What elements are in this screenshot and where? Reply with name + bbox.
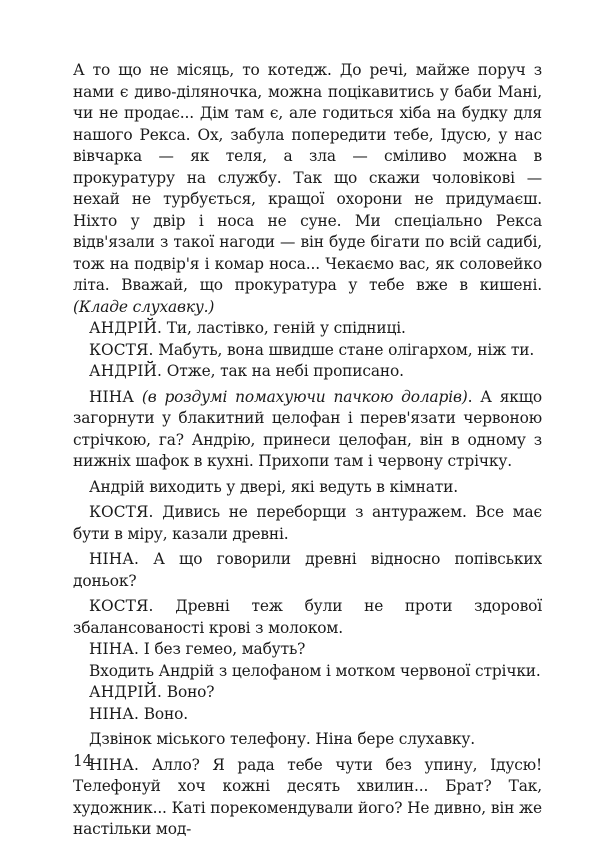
stage-direction-line	[73, 729, 542, 751]
dialogue-line	[73, 682, 542, 704]
stage-direction-line	[73, 661, 542, 683]
speaker-name: НІНА.	[89, 640, 139, 658]
speaker-name: КОСТЯ.	[89, 597, 154, 615]
paragraph	[73, 60, 542, 318]
line-text: Отже, так на небі прописано.	[166, 362, 404, 380]
dialogue-line	[73, 318, 542, 340]
speaker-name: КОСТЯ.	[89, 503, 154, 521]
speaker-name: КОСТЯ.	[89, 340, 154, 359]
speaker-name: АНДРІЙ.	[89, 683, 163, 701]
line-text: Мабуть, вона швидше стане олігархом, ніж ти.	[158, 340, 535, 359]
line-text: Алло? Я рада тебе чути без упину, Ідусю! Телефонуй хоч кожні десять хвилин... Брат? Так, художник... Каті порекомендували його? Не дивно, він же настільки мод-	[73, 755, 542, 838]
dialogue-line	[73, 502, 542, 545]
direction-text: Дзвінок міського телефону. Ніна бере слухавку.	[89, 730, 475, 748]
speaker-name: АНДРІЙ.	[89, 319, 163, 337]
page-number: 14	[73, 752, 93, 770]
direction-text: Входить Андрій з целофаном і мотком червоної стрічки.	[89, 661, 541, 680]
dialogue-line	[73, 361, 542, 383]
direction-text: Андрій виходить у двері, які ведуть в кімнати.	[89, 477, 458, 496]
speaker-name: НІНА	[89, 387, 134, 406]
page-body	[73, 60, 542, 841]
speaker-name: АНДРІЙ.	[89, 362, 163, 380]
speaker-name: НІНА.	[89, 704, 139, 723]
line-text: І без гемео, мабуть?	[143, 640, 306, 658]
dialogue-line	[73, 549, 542, 592]
dialogue-line	[73, 639, 542, 661]
dialogue-line	[73, 387, 542, 473]
dialogue-line	[73, 340, 542, 362]
stage-direction: (в роздумі помахуючи пачкою доларів)	[141, 387, 468, 406]
line-text: Воно.	[143, 704, 188, 723]
line-text: Воно?	[166, 683, 215, 701]
speaker-name: НІНА.	[89, 755, 139, 774]
speaker-name: НІНА.	[89, 550, 139, 568]
line-text: Древні теж були не проти здорової збалансованості крові з молоком.	[73, 597, 542, 637]
stage-direction-line	[73, 477, 542, 499]
line-text: Дивись не переборщи з антуражем. Все має бути в міру, казали древні.	[73, 503, 542, 543]
dialogue-line	[73, 596, 542, 639]
line-text: . А якщо загорнути у блакитний целофан і перев'язати червоною стрічкою, га? Андрію, принеси целофан, він в одному з нижніх шафок в кухні. Прихопи там і червону стрічку.	[73, 387, 542, 470]
stage-direction: (Кладе слухавку.)	[73, 297, 215, 316]
dialogue-line	[73, 755, 542, 841]
line-text: Ти, ластівко, геній у спідниці.	[166, 319, 406, 337]
dialogue-line	[73, 704, 542, 726]
line-text: А що говорили древні відносно попівських доньок?	[73, 550, 542, 590]
paragraph-text: А то що не місяць, то котедж. До речі, майже поруч з нами є диво-діляночка, можна поцікавитись у баби Мані, чи не продає... Дім там є, але годиться хіба на будку для нашого Рекса. Ох, забула попередити тебе, Ідусю, у нас вівчарка — як теля, а зла — сміливо можна в прокуратуру на службу. Так що скажи чоловікові — нехай не турбується, кращої охорони не придумаєш. Ніхто у двір і носа не суне. Ми спеціально Рекса відв'язали з такої нагоди — він буде бігати по всій садибі, тож на подвір'я і комар носа... Чекаємо вас, як соловейко літа. Вважай, що прокуратура у тебе вже в кишені.	[73, 61, 542, 294]
